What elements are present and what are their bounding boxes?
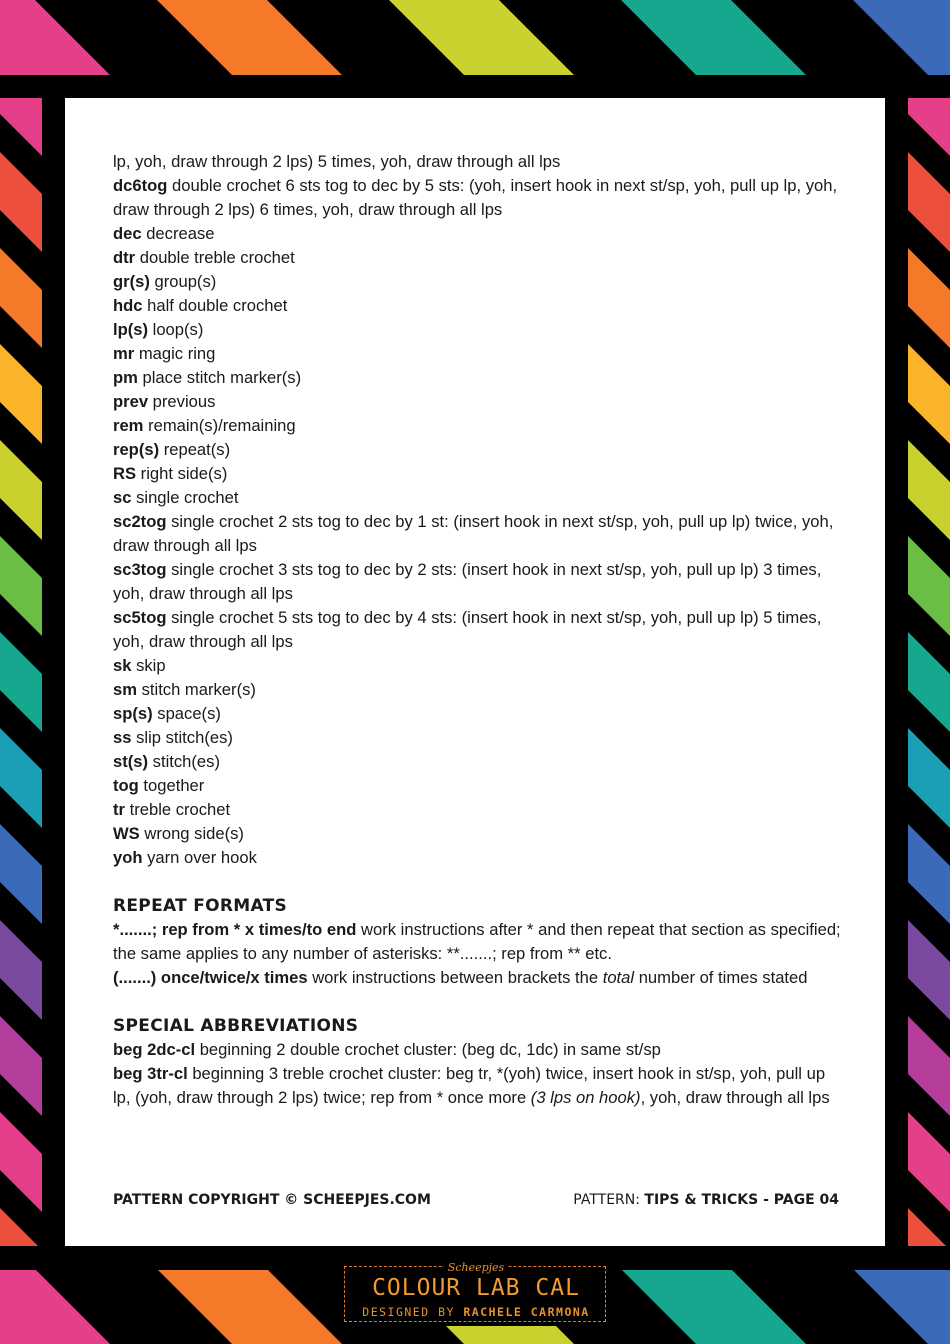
rainbow-stripe <box>908 632 950 732</box>
rainbow-stripe <box>0 344 42 444</box>
abbreviation-term: tr <box>113 800 125 819</box>
abbreviation-term: sc2tog <box>113 512 167 531</box>
rainbow-stripe-band-top <box>0 0 950 75</box>
abbreviation-entry <box>113 798 843 822</box>
designer-credit <box>344 1305 608 1319</box>
repeat-format-term: (.......) once/twice/x times <box>113 968 308 987</box>
rainbow-stripe <box>908 152 950 252</box>
abbreviation-entry <box>113 294 843 318</box>
abbreviation-term: mr <box>113 344 135 363</box>
abbreviation-term: gr(s) <box>113 272 150 291</box>
rainbow-stripe <box>908 98 950 156</box>
abbreviation-definition: previous <box>148 392 216 411</box>
rainbow-stripe <box>621 0 806 75</box>
abbreviation-definition: space(s) <box>152 704 221 723</box>
abbreviation-term: sc5tog <box>113 608 167 627</box>
abbreviation-entry <box>113 150 843 174</box>
abbreviation-entry <box>113 846 843 870</box>
repeat-format-definition-end: number of times stated <box>634 968 808 987</box>
rainbow-stripe <box>908 248 950 348</box>
abbreviation-entry <box>113 414 843 438</box>
rainbow-stripe <box>0 1208 42 1246</box>
designer-name: RACHELE CARMONA <box>463 1305 590 1319</box>
repeat-formats-heading: REPEAT FORMATS <box>113 896 288 916</box>
repeat-format-definition: work instructions between brackets the <box>307 968 603 987</box>
rainbow-stripe-band-left <box>0 98 42 1246</box>
abbreviation-definition: treble crochet <box>124 800 231 819</box>
rainbow-stripe <box>908 920 950 1020</box>
abbreviation-definition: place stitch marker(s) <box>137 368 302 387</box>
rainbow-stripe <box>0 920 42 1020</box>
abbreviation-entry <box>113 678 843 702</box>
rainbow-stripe <box>622 1270 806 1344</box>
rainbow-stripe <box>908 1208 950 1246</box>
abbreviation-term: sm <box>113 680 137 699</box>
abbreviation-entry <box>113 822 843 846</box>
abbreviation-definition: skip <box>131 656 166 675</box>
abbreviation-term: dtr <box>113 248 136 267</box>
rainbow-stripe <box>854 1270 950 1344</box>
abbreviation-definition: double treble crochet <box>135 248 295 267</box>
abbreviation-term: rep(s) <box>113 440 160 459</box>
abbreviation-entry <box>113 702 843 726</box>
special-abbreviation-definition-end: , yoh, draw through all lps <box>640 1088 830 1107</box>
abbreviation-term: yoh <box>113 848 143 867</box>
abbreviation-term: tog <box>113 776 139 795</box>
special-abbreviation-term: beg 3tr-cl <box>113 1064 188 1083</box>
abbreviation-entry <box>113 318 843 342</box>
abbreviation-definition: slip stitch(es) <box>131 728 233 747</box>
abbreviation-list <box>113 150 843 870</box>
abbreviation-term: WS <box>113 824 140 843</box>
rainbow-stripe-band-right <box>908 98 950 1246</box>
rainbow-stripe <box>908 536 950 636</box>
abbreviation-definition: single crochet 3 sts tog to dec by 2 sts: (insert hook in next st/sp, yoh, pull up lp) 3 times, yoh, draw through all lps <box>113 560 822 603</box>
rainbow-stripe <box>0 728 42 828</box>
copyright-notice: PATTERN COPYRIGHT © SCHEEPJES.COM <box>113 1192 431 1208</box>
rainbow-stripe <box>0 536 42 636</box>
abbreviation-entry <box>113 366 843 390</box>
abbreviation-term: pm <box>113 368 138 387</box>
abbreviation-definition: stitch marker(s) <box>136 680 256 699</box>
rainbow-stripe <box>853 0 950 75</box>
abbreviation-definition: magic ring <box>134 344 216 363</box>
repeat-format-entry <box>113 918 843 966</box>
abbreviation-entry <box>113 774 843 798</box>
designed-by-label: DESIGNED BY <box>362 1305 464 1319</box>
abbreviation-entry <box>113 342 843 366</box>
scheepjes-script-logo: Scheepjes <box>344 1262 608 1274</box>
rainbow-stripe <box>157 0 342 75</box>
abbreviation-definition: wrong side(s) <box>139 824 244 843</box>
rainbow-stripe <box>908 1112 950 1212</box>
pattern-name: TIPS & TRICKS - PAGE 04 <box>644 1192 839 1208</box>
abbreviation-term: dc6tog <box>113 176 168 195</box>
abbreviation-definition: half double crochet <box>142 296 288 315</box>
rainbow-stripe <box>0 1112 42 1212</box>
abbreviation-definition: yarn over hook <box>142 848 257 867</box>
rainbow-stripe <box>0 248 42 348</box>
abbreviation-term: st(s) <box>113 752 149 771</box>
pattern-label: PATTERN: <box>573 1192 645 1208</box>
abbreviation-entry <box>113 654 843 678</box>
abbreviation-term: sk <box>113 656 132 675</box>
abbreviation-term: rem <box>113 416 144 435</box>
abbreviation-definition: double crochet 6 sts tog to dec by 5 sts: (yoh, insert hook in next st/sp, yoh, pull up lp, yoh, draw through 2 lps) 6 times, yoh, draw through all lps <box>113 176 838 219</box>
repeat-format-definition: work instructions after * and then repeat that section as specified; the same applies to any number of asterisks: **.......; rep from ** etc. <box>113 920 841 963</box>
abbreviation-entry <box>113 462 843 486</box>
rainbow-stripe <box>0 0 110 75</box>
abbreviations-content <box>113 150 843 1110</box>
rainbow-stripe <box>0 152 42 252</box>
abbreviation-definition: single crochet <box>131 488 239 507</box>
emphasis-text: total <box>602 968 635 987</box>
abbreviation-definition: single crochet 5 sts tog to dec by 4 sts: (insert hook in next st/sp, yoh, pull up lp) 5 times, yoh, draw through all lps <box>113 608 822 651</box>
abbreviation-entry <box>113 726 843 750</box>
abbreviation-definition: single crochet 2 sts tog to dec by 1 st: (insert hook in next st/sp, yoh, pull up lp) twice, yoh, draw through all lps <box>113 512 834 555</box>
special-abbreviation-definition: beginning 3 treble crochet cluster: beg tr, *(yoh) twice, insert hook in st/sp, yoh, pull up lp, (yoh, draw through 2 lps) twice; rep from * once more <box>113 1064 826 1107</box>
abbreviation-term: ss <box>113 728 132 747</box>
abbreviation-entry <box>113 438 843 462</box>
abbreviation-entry <box>113 558 843 606</box>
repeat-format-entry <box>113 966 843 990</box>
rainbow-stripe <box>908 440 950 540</box>
abbreviation-term: dec <box>113 224 142 243</box>
special-abbreviation-entry <box>113 1062 843 1110</box>
abbreviation-term: prev <box>113 392 149 411</box>
abbreviation-entry <box>113 750 843 774</box>
colour-lab-cal-logo <box>344 1262 608 1326</box>
logo-title: COLOUR LAB CAL <box>372 1275 580 1301</box>
rainbow-stripe <box>158 1270 342 1344</box>
special-abbreviations-heading: SPECIAL ABBREVIATIONS <box>113 1016 359 1036</box>
abbreviation-definition: together <box>138 776 205 795</box>
abbreviation-definition: loop(s) <box>148 320 204 339</box>
special-abbreviation-term: beg 2dc-cl <box>113 1040 196 1059</box>
rainbow-stripe <box>0 632 42 732</box>
rainbow-stripe <box>0 1016 42 1116</box>
emphasis-text: (3 lps on hook) <box>530 1088 641 1107</box>
abbreviation-definition: lp, yoh, draw through 2 lps) 5 times, yoh, draw through all lps <box>113 152 561 171</box>
document-page <box>65 98 885 1246</box>
abbreviation-entry <box>113 486 843 510</box>
rainbow-stripe <box>0 440 42 540</box>
rainbow-stripe <box>908 728 950 828</box>
abbreviation-term: hdc <box>113 296 143 315</box>
abbreviation-entry <box>113 174 843 222</box>
rainbow-stripe <box>908 344 950 444</box>
rainbow-stripe <box>0 1270 110 1344</box>
abbreviation-definition: stitch(es) <box>148 752 220 771</box>
abbreviation-entry <box>113 246 843 270</box>
abbreviation-definition: group(s) <box>149 272 217 291</box>
abbreviation-entry <box>113 270 843 294</box>
abbreviation-term: sp(s) <box>113 704 153 723</box>
repeat-format-term: *.......; rep from * x times/to end <box>113 920 357 939</box>
abbreviation-entry <box>113 222 843 246</box>
abbreviation-definition: right side(s) <box>136 464 228 483</box>
abbreviation-entry <box>113 510 843 558</box>
abbreviation-entry <box>113 606 843 654</box>
abbreviation-term: RS <box>113 464 137 483</box>
abbreviation-entry <box>113 390 843 414</box>
abbreviation-definition: decrease <box>141 224 215 243</box>
rainbow-stripe <box>389 0 574 75</box>
rainbow-stripe <box>908 1016 950 1116</box>
rainbow-stripe <box>908 824 950 924</box>
rainbow-stripe <box>0 824 42 924</box>
abbreviation-term: lp(s) <box>113 320 149 339</box>
abbreviation-term: sc <box>113 488 132 507</box>
abbreviation-definition: remain(s)/remaining <box>143 416 296 435</box>
pattern-page-label <box>573 1192 839 1208</box>
special-abbreviation-entry <box>113 1038 843 1062</box>
special-abbreviation-definition: beginning 2 double crochet cluster: (beg dc, 1dc) in same st/sp <box>195 1040 661 1059</box>
abbreviation-term: sc3tog <box>113 560 167 579</box>
abbreviation-definition: repeat(s) <box>159 440 231 459</box>
rainbow-stripe <box>0 98 42 156</box>
